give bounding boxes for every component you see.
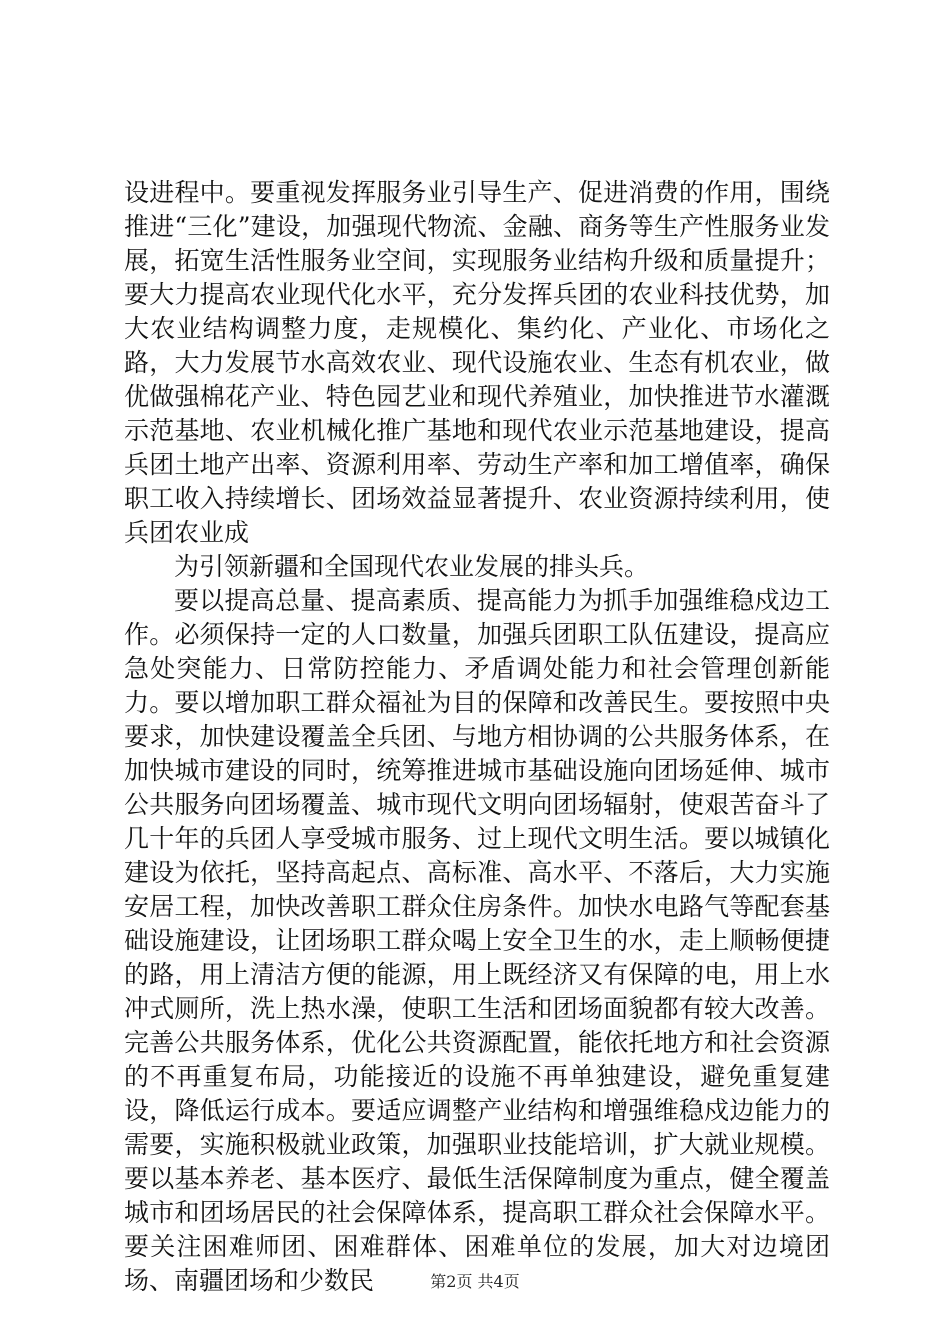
paragraph-2: 为引领新疆和全国现代农业发展的排头兵。 xyxy=(174,552,650,581)
page-footer: 第2页 共4页 xyxy=(430,1272,520,1291)
paragraph-1: 设进程中。要重视发挥服务业引导生产、促进消费的作用，围绕推进“三化”建设，加强现代物流、金融、商务等生产性服务业发展，拓宽生活性服务业空间，实现服务业结构升级和质量提升；要大力提高农业现代化水平，充分发挥兵团的农业科技优势，加大农业结构调整力度，走规模化、集约化、产业化、市场化之路，大力发展节水高效农业、现代设施农业、生态有机农业，做优做强棉花产业、特色园艺业和现代养殖业，加快推进节水灌溉示范基地、农业机械化推广基地和现代农业示范基地建设，提高兵团土地产出率、资源利用率、劳动生产率和加工增值率，确保职工收入持续增长、团场效益显著提升、农业资源持续利用，使兵团农业成 xyxy=(124,178,830,547)
paragraph-3: 要以提高总量、提高素质、提高能力为抓手加强维稳戍边工作。必须保持一定的人口数量，加强兵团职工队伍建设，提高应急处突能力、日常防控能力、矛盾调处能力和社会管理创新能力。要以增加职工群众福祉为目的保障和改善民生。要按照中央要求，加快建设覆盖全兵团、与地方相协调的公共服务体系，在加快城市建设的同时，统筹推进城市基础设施向团场延伸、城市公共服务向团场覆盖、城市现代文明向团场辐射，使艰苦奋斗了几十年的兵团人享受城市服务、过上现代文明生活。要以城镇化建设为依托，坚持高起点、高标准、高水平、不落后，大力实施安居工程，加快改善职工群众住房条件。加快水电路气等配套基础设施建设，让团场职工群众喝上安全卫生的水，走上顺畅便捷的路，用上清洁方便的能源，用上既经济又有保障的电，用上水冲式厕所，洗上热水澡，使职工生活和团场面貌都有较大改善。完善公共服务体系，优化公共资源配置，能依托地方和社会资源的不再重复布局，功能接近的设施不再单独建设，避免重复建设，降低运行成本。要适应调整产业结构和增强维稳戍边能力的需要，实施积极就业政策，加强职业技能培训，扩大就业规模。要以基本养老、基本医疗、最低生活保障制度为重点，健全覆盖城市和团场居民的社会保障体系，提高职工群众社会保障水平。要关注困难师团、困难群体、困难单位的发展，加大对边境团场、南疆团场和少数民 xyxy=(124,586,830,1295)
body-text xyxy=(124,176,830,1298)
